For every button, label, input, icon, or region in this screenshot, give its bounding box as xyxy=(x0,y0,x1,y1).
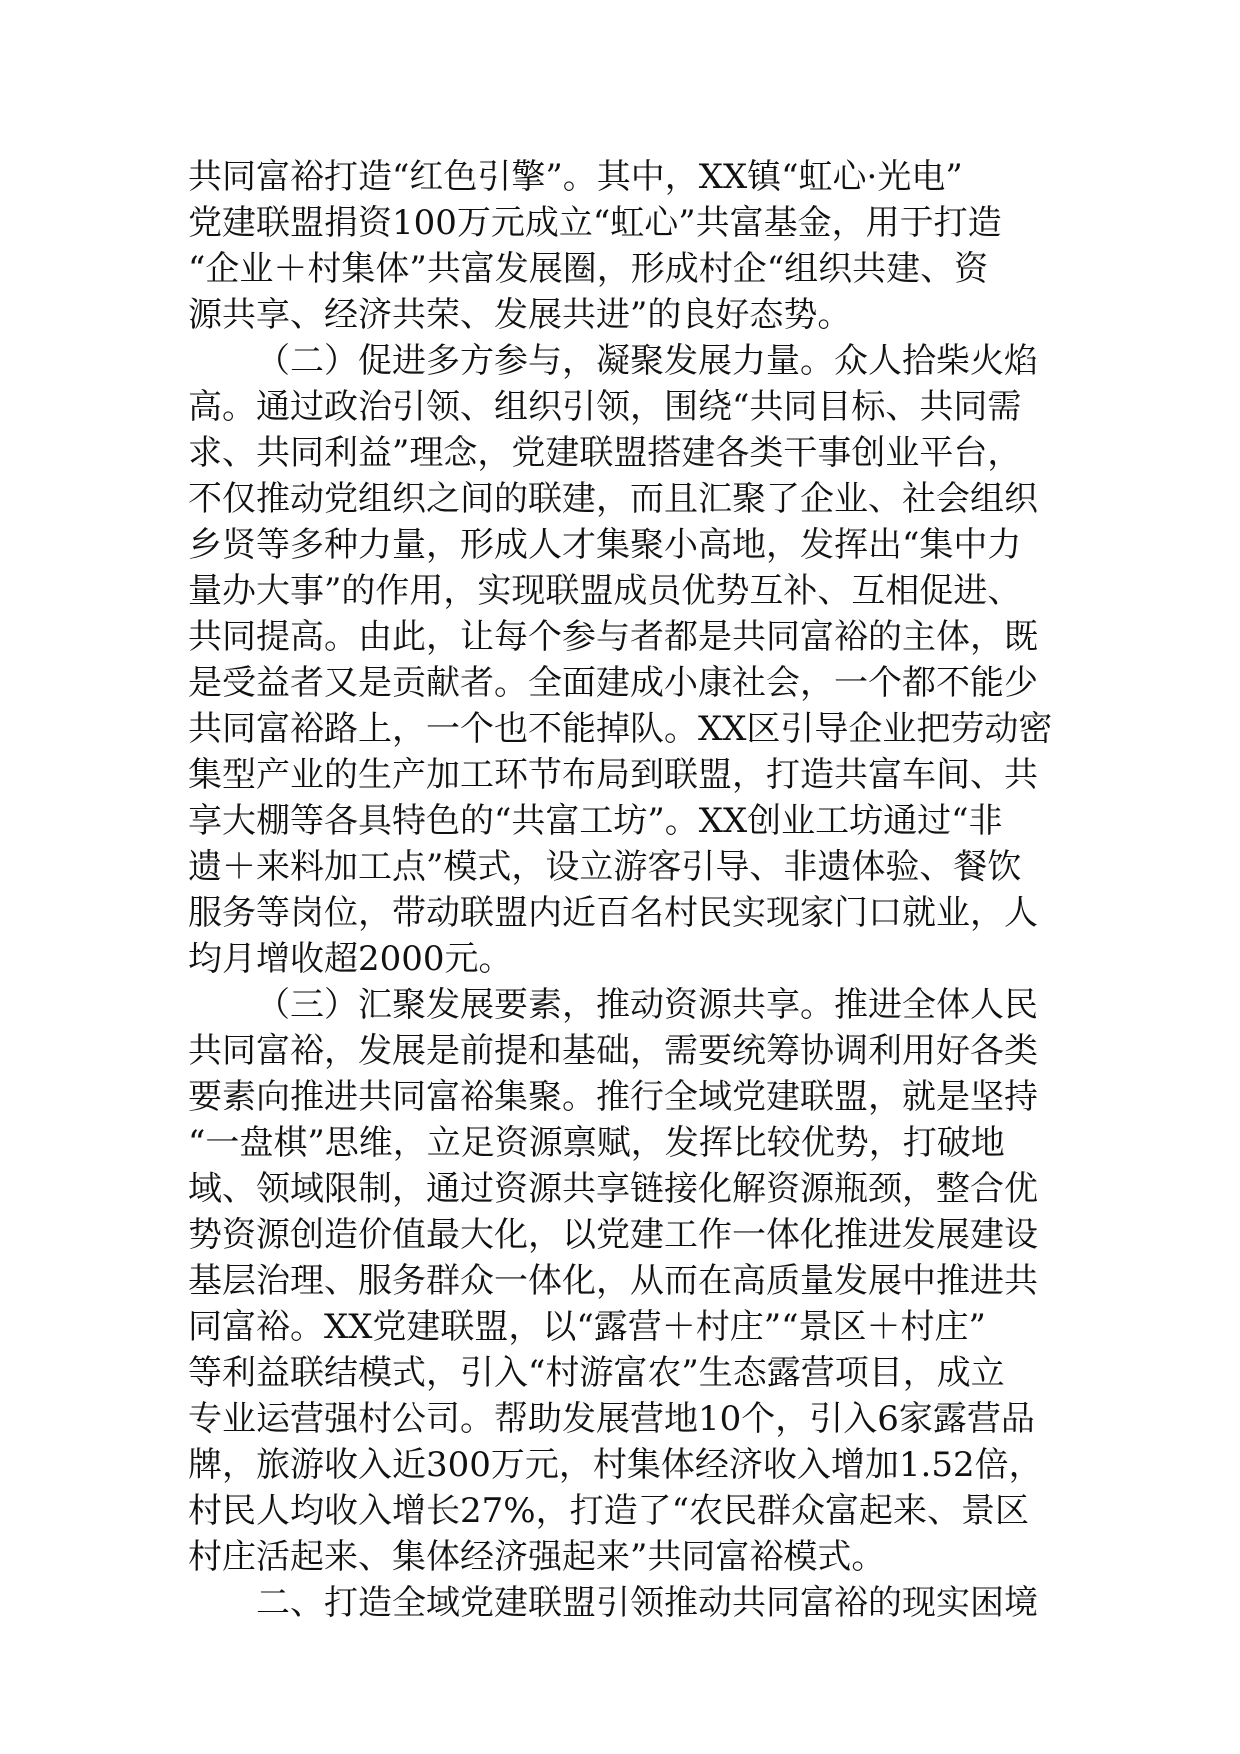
body-text xyxy=(188,154,1060,1626)
text-line: 势资源创造价值最大化，以党建工作一体化推进发展建设 xyxy=(188,1215,1038,1255)
text-line: 集型产业的生产加工环节布局到联盟，打造共富车间、共 xyxy=(188,755,1038,795)
section-heading-line: （二）促进多方参与，凝聚发展力量。众人拾柴火焰 xyxy=(256,341,1038,381)
text-line: 同富裕。XX党建联盟，以“露营＋村庄”“景区＋村庄” xyxy=(188,1307,986,1347)
text-line: 专业运营强村公司。帮助发展营地10个，引入6家露营品 xyxy=(188,1399,1035,1439)
text-line: 基层治理、服务群众一体化，从而在高质量发展中推进共 xyxy=(188,1261,1038,1301)
text-line: 等利益联结模式，引入“村游富农”生态露营项目，成立 xyxy=(188,1353,1005,1393)
text-line: 量办大事”的作用，实现联盟成员优势互补、互相促进、 xyxy=(188,571,1022,611)
text-line: 牌，旅游收入近300万元，村集体经济收入增加1.52倍， xyxy=(188,1445,1043,1485)
text-line: 村民人均收入增长27%，打造了“农民群众富起来、景区 xyxy=(188,1491,1029,1531)
text-line: 乡贤等多种力量，形成人才集聚小高地，发挥出“集中力 xyxy=(188,525,1022,565)
text-line: 要素向推进共同富裕集聚。推行全域党建联盟，就是坚持 xyxy=(188,1077,1038,1117)
text-line: 不仅推动党组织之间的联建，而且汇聚了企业、社会组织 xyxy=(188,479,1038,519)
text-line: 域、领域限制，通过资源共享链接化解资源瓶颈，整合优 xyxy=(188,1169,1038,1209)
text-line: 服务等岗位，带动联盟内近百名村民实现家门口就业，人 xyxy=(188,893,1038,933)
text-line: 享大棚等各具特色的“共富工坊”。XX创业工坊通过“非 xyxy=(188,801,1003,841)
text-line: 是受益者又是贡献者。全面建成小康社会，一个都不能少 xyxy=(188,663,1038,703)
chapter-heading-line: 二、打造全域党建联盟引领推动共同富裕的现实困境 xyxy=(256,1583,1038,1623)
text-line: 遗＋来料加工点”模式，设立游客引导、非遗体验、餐饮 xyxy=(188,847,1022,887)
text-line: “企业＋村集体”共富发展圈，形成村企“组织共建、资 xyxy=(188,249,989,289)
section-heading-line: （三）汇聚发展要素，推动资源共享。推进全体人民 xyxy=(256,985,1038,1025)
text-line: 共同富裕，发展是前提和基础，需要统筹协调利用好各类 xyxy=(188,1031,1038,1071)
text-line: 共同富裕路上，一个也不能掉队。XX区引导企业把劳动密 xyxy=(188,709,1053,749)
text-line: 村庄活起来、集体经济强起来”共同富裕模式。 xyxy=(188,1537,886,1577)
text-line: 共同富裕打造“红色引擎”。其中，XX镇“虹心·光电” xyxy=(188,157,963,197)
text-line: 共同提高。由此，让每个参与者都是共同富裕的主体，既 xyxy=(188,617,1038,657)
text-line: “一盘棋”思维，立足资源禀赋，发挥比较优势，打破地 xyxy=(188,1123,1005,1163)
text-line: 党建联盟捐资100万元成立“虹心”共富基金，用于打造 xyxy=(188,203,1002,243)
text-line: 均月增收超2000元。 xyxy=(188,939,513,979)
text-line: 源共享、经济共荣、发展共进”的良好态势。 xyxy=(188,295,852,335)
text-line: 求、共同利益”理念，党建联盟搭建各类干事创业平台， xyxy=(188,433,1022,473)
text-line: 高。通过政治引领、组织引领，围绕“共同目标、共同需 xyxy=(188,387,1022,427)
